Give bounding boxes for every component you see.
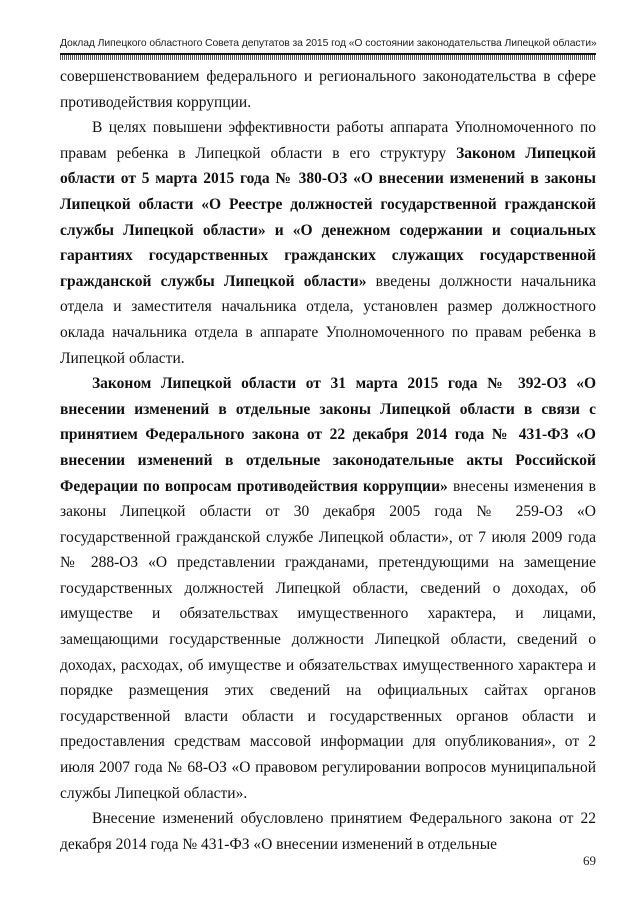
text-run: Внесение изменений обусловлено принятием Федерального закона от 22 декабря 2014 года № 431-ФЗ «О внесении изменений в отдельные (60, 810, 596, 853)
text-run: совершенствованием федерального и регионального законодательства в сфере противодействия коррупции. (60, 68, 596, 111)
text-run: внесены изменения в законы Липецкой области от 30 декабря 2005 года № 259-ОЗ «О государственной гражданской службе Липецкой области», от 7 июля 2009 года № 288-ОЗ «О представлении гражданами, претендующими на замещение государственных должностей Липецкой области, сведений о доходах, об имуществе и обязательствах имущественного характера, и лицами, замещающими государственные должности Липецкой области, сведений о доходах, расходах, об имуществе и обязательствах имущественного характера и порядке размещения этих сведений на официальных сайтах органов государственной власти области и государственных органов области и предоставления средствам массовой информации для опубликования», от 2 июля 2007 года № 68-ОЗ «О правовом регулировании вопросов муниципальной службы Липецкой области». (60, 477, 596, 802)
paragraph-4 (60, 806, 596, 857)
paragraph-2 (60, 115, 596, 371)
document-body (60, 64, 596, 857)
page-number: 69 (583, 853, 596, 868)
paragraph-1 (60, 64, 596, 115)
bold-law-title: Законом Липецкой области от 31 марта 2015 года № 392-ОЗ «О внесении изменений в отдельные законы Липецкой области в связи с принятием Федерального закона от 22 декабря 2014 года № 431-ФЗ «О внесении изменений в отдельные законодательные акты Российской Федерации по вопросам противодействия коррупции» (60, 375, 596, 495)
text-run: введены должности начальника отдела и заместителя начальника отдела, установлен размер должностного оклада начальника отдела в аппарате Уполномоченного по правам ребенка в Липецкой области. (60, 272, 596, 367)
bold-law-title: Законом Липецкой области от 5 марта 2015 года № 380-ОЗ «О внесении изменений в законы Липецкой области «О Реестре должностей государственной гражданской службы Липецкой области» и «О денежном содержании и социальных гарантиях государственных гражданских служащих государственной гражданской службы Липецкой области» (60, 144, 596, 290)
header-rule (60, 53, 596, 60)
text-run: В целях повышени эффективности работы аппарата Уполномоченного по правам ребенка в Липецкой области в его структуру (60, 119, 596, 162)
paragraph-3 (60, 371, 596, 806)
running-header: Доклад Липецкого областного Совета депутатов за 2015 год «О состоянии законодательства Липецкой области» (60, 38, 597, 49)
